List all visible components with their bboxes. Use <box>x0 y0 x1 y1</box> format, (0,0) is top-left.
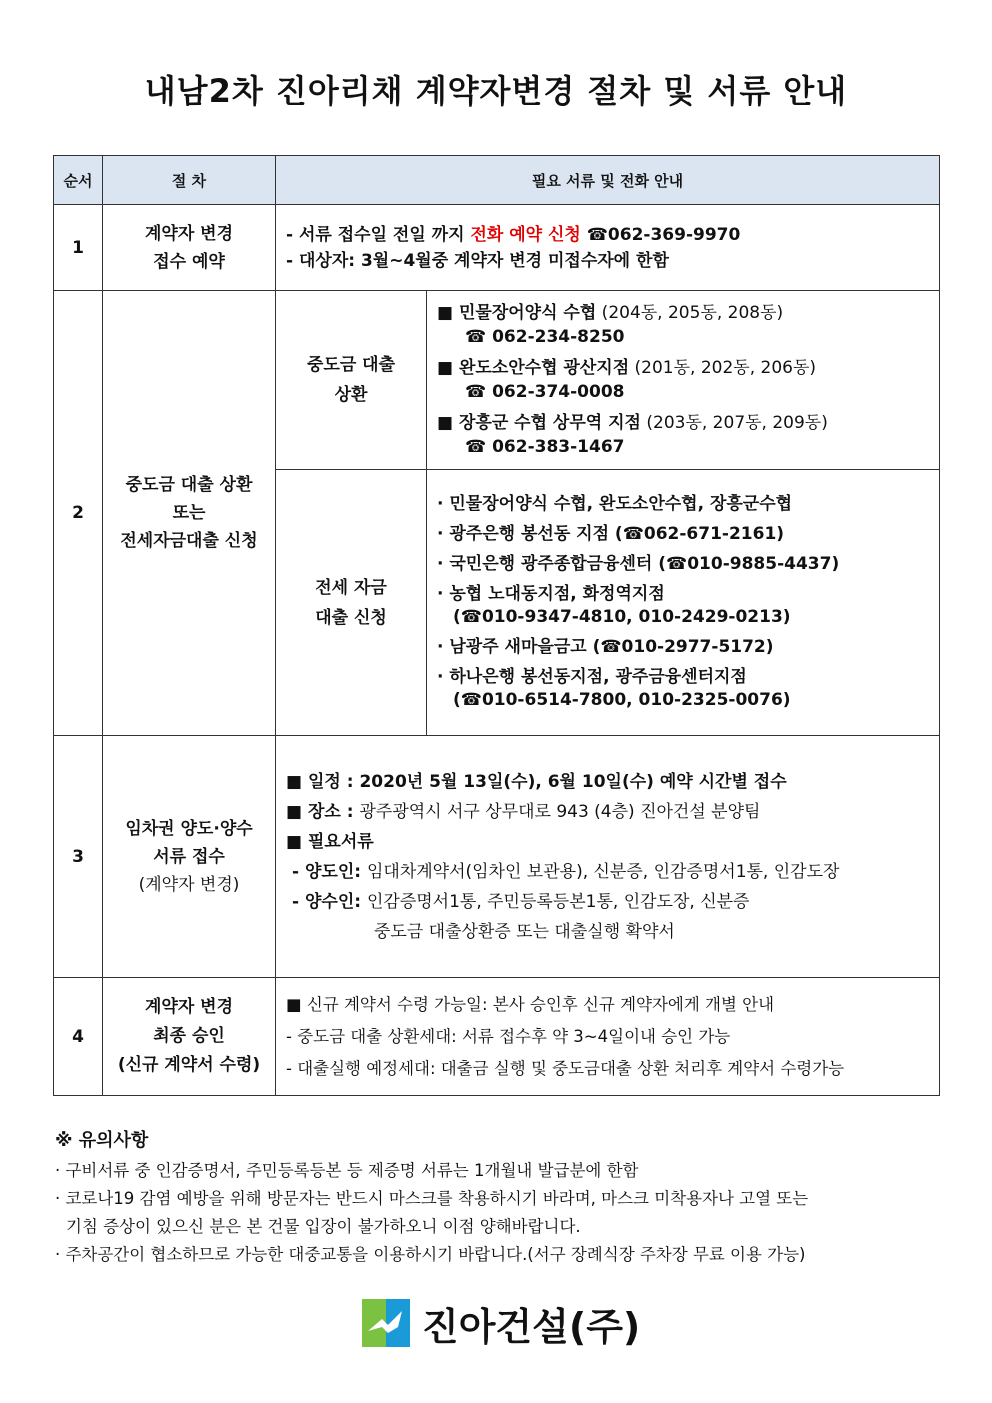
note-item: · 코로나19 감염 예방을 위해 방문자는 반드시 마스크를 착용하시기 바라며, 마스크 미착용자나 고열 또는 <box>55 1189 809 1208</box>
transferor-value: 임대차계약서(임차인 보관용), 신분증, 인감증명서1통, 인감도장 <box>366 861 840 882</box>
note-item: · 구비서류 중 인감증명서, 주민등록등본 등 제증명 서류는 1개월내 발급분에 한함 <box>55 1161 639 1180</box>
notes-section <box>55 1127 945 1269</box>
sub-step-line: 중도금 대출 <box>306 355 396 375</box>
row-number: 4 <box>54 978 103 1096</box>
step-line: 계약자 변경 <box>144 223 234 244</box>
sub-step-line: 상환 <box>334 385 368 405</box>
transferor-label: - 양도인: <box>292 861 367 882</box>
list-item <box>437 356 929 404</box>
step-cell <box>103 205 276 291</box>
transferee-label: - 양수인: <box>292 891 367 912</box>
table-row <box>54 978 940 1096</box>
page-title: 내남2차 진아리채 계약자변경 절차 및 서류 안내 <box>144 72 848 110</box>
list-item: · 국민은행 광주종합금융센터 (☎010-9885-4437) <box>437 554 840 574</box>
reservation-phone: ☎062-369-9970 <box>580 224 741 245</box>
place-value: 광주광역시 서구 상무대로 943 (4층) 진아건설 분양팀 <box>359 801 761 822</box>
list-item <box>437 301 929 349</box>
approval-line: - 대출실행 예정세대: 대출금 실행 및 중도금대출 상환 처리후 계약서 수령가능 <box>286 1058 845 1078</box>
sub-step-cell <box>276 291 427 470</box>
sub-step-line: 전세 자금 <box>315 577 387 598</box>
step-line: (계약자 변경) <box>138 874 240 895</box>
list-item <box>437 411 929 459</box>
bank-list <box>427 291 940 470</box>
bank-detail: (203동, 207동, 209동) <box>640 413 828 433</box>
sub-step-cell <box>276 470 427 736</box>
list-item-line: (☎010-6514-7800, 010-2325-0076) <box>453 690 791 710</box>
docs-cell <box>276 205 940 291</box>
approval-line: ■ 신규 계약서 수령 가능일: 본사 승인후 신규 계약자에게 개별 안내 <box>286 994 775 1014</box>
bank-detail: (201동, 202동, 206동) <box>629 358 817 378</box>
bank-name: ■ 완도소안수협 광산지점 <box>437 358 630 378</box>
logo-mark-icon <box>362 1299 410 1347</box>
sub-step-line: 대출 신청 <box>315 607 387 628</box>
list-item-line: (☎010-9347-4810, 010-2429-0213) <box>453 607 791 627</box>
table-header-row <box>54 156 940 205</box>
step-line: 또는 <box>172 503 206 523</box>
docs-cell <box>276 978 940 1096</box>
docs-label: ■ 필요서류 <box>286 831 374 852</box>
step-line: (신규 계약서 수령) <box>117 1055 261 1075</box>
transferee-value-cont: 중도금 대출상환증 또는 대출실행 확약서 <box>374 921 675 942</box>
row-number: 2 <box>54 291 103 736</box>
step-line: 서류 접수 <box>153 846 225 867</box>
step-line: 임차권 양도·양수 <box>125 818 253 839</box>
bank-name: ■ 장흥군 수협 상무역 지점 <box>437 413 641 433</box>
schedule-label: ■ 일정 : <box>286 771 360 792</box>
transferee-line <box>286 887 929 917</box>
bank-phone: ☎ 062-234-8250 <box>465 327 625 347</box>
list-item: · 민물장어양식 수협, 완도소안수협, 장흥군수협 <box>437 494 793 514</box>
table-row <box>54 205 940 291</box>
transferor-line <box>286 857 929 887</box>
procedure-table <box>53 155 940 1096</box>
list-item: · 남광주 새마을금고 (☎010-2977-5172) <box>437 637 774 657</box>
step-line: 전세자금대출 신청 <box>120 531 258 551</box>
table-row <box>54 291 940 470</box>
schedule-line <box>286 767 929 797</box>
bank-detail: (204동, 205동, 208동) <box>596 303 784 323</box>
bank-list <box>427 470 940 736</box>
bank-phone: ☎ 062-374-0008 <box>465 382 625 402</box>
approval-line: - 중도금 대출 상환세대: 서류 접수후 약 3~4일이내 승인 가능 <box>286 1026 731 1046</box>
table-row <box>54 736 940 978</box>
reservation-line <box>286 222 929 248</box>
note-item-cont: 기침 증상이 있으신 분은 본 건물 입장이 불가하오니 이점 양해바랍니다. <box>66 1217 581 1236</box>
header-order: 순서 <box>54 156 103 205</box>
list-item-line: · 농협 노대동지점, 화정역지점 <box>437 584 665 604</box>
company-logo <box>362 1298 640 1348</box>
row-number: 1 <box>54 205 103 291</box>
list-item <box>437 583 929 629</box>
step-line: 중도금 대출 상환 <box>125 475 253 495</box>
reservation-highlight: 전화 예약 신청 <box>470 224 581 245</box>
place-label: ■ 장소 : <box>286 801 360 822</box>
step-cell <box>103 736 276 978</box>
step-line: 최종 승인 <box>153 1026 225 1046</box>
transferee-value: 인감증명서1통, 주민등록등본1통, 인감도장, 신분증 <box>366 891 750 912</box>
header-procedure: 절 차 <box>103 156 276 205</box>
target-line: - 대상자: 3월~4월중 계약자 변경 미접수자에 한함 <box>286 250 669 271</box>
header-documents: 필요 서류 및 전화 안내 <box>276 156 940 205</box>
step-cell <box>103 978 276 1096</box>
bank-phone: ☎ 062-383-1467 <box>465 437 625 457</box>
logo-text: 진아건설(주) <box>422 1304 641 1349</box>
bank-name: ■ 민물장어양식 수협 <box>437 303 597 323</box>
row-number: 3 <box>54 736 103 978</box>
list-item-line: · 하나은행 봉선동지점, 광주금융센터지점 <box>437 667 747 687</box>
step-cell <box>103 291 276 736</box>
step-line: 접수 예약 <box>153 251 225 272</box>
schedule-value: 2020년 5월 13일(수), 6월 10일(수) 예약 시간별 접수 <box>359 771 787 792</box>
note-item: · 주차공간이 협소하므로 가능한 대중교통을 이용하시기 바랍니다.(서구 장례식장 주차장 무료 이용 가능) <box>55 1245 806 1264</box>
reservation-text: - 서류 접수일 전일 까지 <box>286 224 471 245</box>
place-line <box>286 797 929 827</box>
notes-heading: ※ 유의사항 <box>55 1130 149 1151</box>
docs-cell <box>276 736 940 978</box>
list-item: · 광주은행 봉선동 지점 (☎062-671-2161) <box>437 524 785 544</box>
step-line: 계약자 변경 <box>144 997 234 1017</box>
list-item <box>437 666 929 712</box>
